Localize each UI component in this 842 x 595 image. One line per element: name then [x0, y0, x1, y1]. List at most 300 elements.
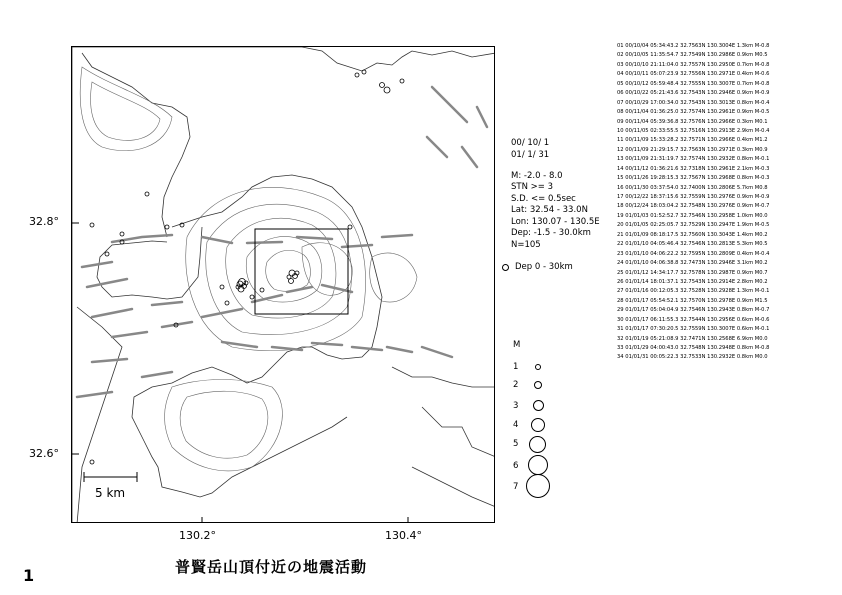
event-lat: 32.7571N — [680, 137, 706, 144]
event-depth: 1.9km — [736, 222, 754, 229]
event-no: 07 — [617, 99, 624, 106]
event-row — [617, 89, 769, 98]
event-depth: 2.8km — [736, 278, 754, 285]
event-no: 28 — [617, 297, 624, 304]
magnitude-legend-label: 2 — [513, 380, 519, 390]
event-date: 00/11/26 — [625, 175, 649, 182]
event-no: 02 — [617, 52, 624, 59]
event-depth: 0.6km — [736, 326, 754, 333]
event-time: 21:11:04.0 — [650, 61, 679, 68]
event-mag: M-0.5 — [754, 222, 770, 229]
event-no: 14 — [617, 165, 624, 172]
scale-bar-label: 5 km — [95, 486, 126, 500]
event-time: 11:35:54.7 — [650, 52, 679, 59]
epicenter — [225, 301, 229, 305]
magnitude-legend-circle — [528, 455, 548, 475]
event-mag: M-0.5 — [754, 109, 770, 116]
event-depth: 0.9km — [736, 297, 754, 304]
event-row — [617, 221, 769, 230]
event-date: 01/01/17 — [625, 307, 649, 314]
event-lon: 130.2971E — [707, 71, 736, 78]
event-row — [617, 259, 769, 268]
event-time: 01:36:21.6 — [650, 165, 679, 172]
event-time: 05:21:08.9 — [650, 335, 679, 342]
event-lon: 130.2961E — [707, 109, 736, 116]
event-lat: 32.7559N — [680, 194, 706, 200]
event-depth: 0.8km — [736, 99, 754, 106]
event-lon: 130.2976E — [707, 194, 736, 200]
event-depth: 5.7km — [736, 184, 754, 191]
event-lon: 130.2986E — [707, 52, 736, 59]
event-count: N=105 — [511, 240, 541, 250]
event-date: 00/11/30 — [625, 184, 649, 191]
event-date: 00/10/29 — [625, 99, 649, 106]
event-no: 19 — [617, 212, 624, 219]
epicenter — [348, 225, 352, 229]
event-lat: 32.7318N — [680, 165, 706, 172]
event-mag: M0.9 — [754, 146, 768, 153]
event-lon: 130.2961E — [707, 165, 736, 172]
event-lat: 32.7543N — [680, 90, 706, 97]
event-mag: M-0.9 — [754, 194, 770, 200]
event-time: 00:05:22.3 — [650, 354, 679, 361]
event-no: 15 — [617, 175, 624, 182]
event-lat: 32.7546N — [680, 212, 706, 219]
event-date: 00/11/04 — [625, 118, 649, 125]
event-row — [617, 193, 769, 202]
event-lon: 130.2958E — [707, 212, 736, 219]
event-date: 00/11/09 — [625, 146, 649, 153]
event-no: 32 — [617, 335, 624, 342]
event-depth: 0.3km — [736, 118, 754, 125]
event-time: 14:34:17.7 — [650, 269, 679, 276]
event-no: 21 — [617, 231, 624, 238]
scale-bar — [84, 472, 137, 482]
event-no: 31 — [617, 326, 624, 333]
event-row — [617, 70, 769, 79]
event-mag: M-0.6 — [754, 316, 770, 323]
event-date: 00/12/24 — [625, 203, 649, 210]
event-mag: M-0.8 — [754, 61, 770, 68]
event-no: 24 — [617, 260, 624, 267]
magnitude-legend-circle — [533, 400, 544, 411]
event-row — [617, 118, 769, 127]
event-lat: 32.7528N — [680, 288, 706, 295]
event-row — [617, 146, 769, 155]
event-lon: 130.2956E — [707, 316, 736, 323]
event-time: 01:52:52.7 — [650, 212, 679, 219]
epicenter — [165, 225, 169, 229]
event-lon: 130.2976E — [707, 203, 736, 210]
event-table — [617, 42, 769, 363]
event-date: 00/11/09 — [625, 156, 649, 163]
event-mag: M-0.1 — [754, 156, 770, 163]
event-time: 04:06:38.8 — [650, 260, 679, 267]
event-row — [617, 231, 769, 240]
event-row — [617, 278, 769, 287]
event-lat: 32.7563N — [680, 43, 706, 49]
event-no: 12 — [617, 146, 624, 153]
event-date: 01/01/17 — [625, 326, 649, 333]
event-time: 19:28:15.3 — [650, 175, 679, 182]
event-lon: 130.3013E — [707, 99, 736, 106]
event-lat: 32.7543N — [680, 99, 706, 106]
event-date: 00/10/05 — [625, 52, 649, 59]
event-no: 34 — [617, 354, 624, 361]
epicenters — [90, 70, 404, 464]
x-tick-label: 130.2° — [179, 529, 216, 542]
event-time: 05:39:36.8 — [650, 118, 679, 125]
event-lon: 130.2914E — [707, 278, 736, 285]
event-row — [617, 184, 769, 193]
event-depth: 0.4km — [736, 137, 754, 144]
date-start: 00/ 10/ 1 — [511, 138, 550, 148]
event-row — [617, 174, 769, 183]
lat-range: Lat: 32.54 - 33.0N — [511, 205, 588, 215]
event-lat: 32.7546N — [680, 307, 706, 314]
event-depth: 5.3km — [736, 241, 754, 248]
event-lat: 32.7549N — [680, 52, 706, 59]
map-canvas — [72, 47, 495, 523]
event-time: 05:21:43.6 — [650, 90, 679, 97]
event-no: 23 — [617, 250, 624, 257]
epicenter — [90, 223, 94, 227]
event-lat: 32.7574N — [680, 156, 706, 163]
event-date: 00/10/11 — [625, 71, 649, 78]
depth-legend: Dep 0 - 30km — [515, 262, 573, 272]
event-time: 05:07:23.9 — [650, 71, 679, 78]
event-lon: 130.2966E — [707, 137, 736, 144]
event-date: 01/01/31 — [625, 354, 649, 361]
event-lat: 32.7563N — [680, 146, 706, 153]
event-no: 22 — [617, 241, 624, 248]
event-row — [617, 306, 769, 315]
event-lat: 32.7471N — [680, 335, 706, 342]
event-mag: M0.1 — [754, 118, 768, 125]
event-lon: 130.2806E — [707, 184, 736, 191]
event-depth: 0.9km — [736, 194, 754, 200]
sd-limit: S.D. <= 0.5sec — [511, 194, 576, 204]
event-lat: 32.7560N — [680, 231, 706, 238]
event-time: 03:37:54.0 — [650, 184, 679, 191]
event-no: 18 — [617, 203, 624, 210]
event-no: 16 — [617, 184, 624, 191]
event-no: 25 — [617, 269, 624, 276]
event-time: 04:00:43.0 — [650, 345, 679, 351]
depth-legend-symbol — [502, 264, 509, 271]
event-lat: 32.7559N — [680, 326, 706, 333]
event-date: 01/01/29 — [625, 345, 649, 351]
event-lon: 130.2809E — [707, 250, 736, 257]
event-time: 04:06:22.2 — [650, 250, 679, 257]
event-no: 03 — [617, 61, 624, 68]
event-lat: 32.7574N — [680, 109, 706, 116]
event-lon: 130.2943E — [707, 307, 736, 314]
event-lon: 130.3004E — [707, 43, 736, 49]
event-date: 00/11/04 — [625, 109, 649, 116]
event-date: 01/01/16 — [625, 288, 649, 295]
event-depth: 3.1km — [736, 260, 754, 267]
epicenter — [355, 73, 359, 77]
event-mag: M0.7 — [754, 269, 768, 276]
event-mag: M1.2 — [754, 137, 768, 144]
event-row — [617, 297, 769, 306]
axis-ticks — [72, 223, 408, 523]
event-mag: M-0.9 — [754, 90, 770, 97]
event-lon: 130.2968E — [707, 175, 736, 182]
event-date: 00/11/05 — [625, 127, 649, 134]
event-no: 11 — [617, 137, 624, 144]
event-depth: 0.9km — [736, 109, 754, 116]
event-time: 00:12:05.3 — [650, 288, 679, 295]
epicenter-map — [71, 46, 495, 523]
event-mag: M0.0 — [754, 335, 768, 342]
event-time: 21:31:19.7 — [650, 156, 679, 163]
epicenter — [362, 70, 366, 74]
event-date: 01/01/17 — [625, 297, 649, 304]
event-depth: 0.7km — [736, 80, 754, 87]
magnitude-legend-circle — [534, 381, 542, 389]
event-date: 00/10/22 — [625, 90, 649, 97]
epicenter — [380, 83, 385, 88]
event-row — [617, 108, 769, 117]
event-row — [617, 165, 769, 174]
event-mag: M-0.3 — [754, 175, 770, 182]
event-time: 06:11:55.3 — [650, 316, 679, 323]
event-lon: 130.2971E — [707, 146, 736, 153]
event-time: 15:33:28.2 — [650, 137, 679, 144]
event-depth: 2.1km — [736, 165, 754, 172]
event-time: 05:04:04.9 — [650, 307, 679, 314]
event-lon: 130.2946E — [707, 90, 736, 97]
event-depth: 1.4km — [736, 231, 754, 238]
event-date: 01/01/14 — [625, 278, 649, 285]
event-mag: M-0.8 — [754, 43, 770, 49]
epicenter — [220, 285, 224, 289]
event-time: 05:34:43.2 — [650, 43, 679, 49]
event-no: 06 — [617, 90, 624, 97]
event-no: 27 — [617, 288, 624, 295]
event-time: 18:37:15.6 — [650, 194, 679, 200]
event-row — [617, 51, 769, 60]
event-no: 08 — [617, 109, 624, 116]
event-lon: 130.2913E — [707, 127, 736, 134]
event-time: 18:03:04.2 — [650, 203, 679, 210]
event-lat: 32.7556N — [680, 71, 706, 78]
magnitude-legend-circle — [535, 364, 541, 370]
event-mag: M-0.3 — [754, 165, 770, 172]
event-row — [617, 344, 769, 353]
epicenter — [145, 192, 149, 196]
event-date: 00/12/22 — [625, 194, 649, 200]
event-no: 10 — [617, 127, 624, 134]
event-depth: 0.8km — [736, 175, 754, 182]
event-time: 05:54:52.1 — [650, 297, 679, 304]
epicenter — [260, 288, 264, 292]
event-mag: M-0.8 — [754, 345, 770, 351]
event-row — [617, 250, 769, 259]
epicenter — [384, 87, 390, 93]
event-mag: M1.5 — [754, 297, 768, 304]
event-no: 04 — [617, 71, 624, 78]
epicenter — [120, 232, 124, 236]
event-lat: 32.7576N — [680, 118, 706, 125]
event-date: 01/01/03 — [625, 212, 649, 219]
event-mag: M0.0 — [754, 354, 768, 361]
event-depth: 0.9km — [736, 203, 754, 210]
event-depth: 0.4km — [736, 71, 754, 78]
event-row — [617, 127, 769, 136]
event-row — [617, 316, 769, 325]
depth-range: Dep: -1.5 - 30.0km — [511, 228, 591, 238]
event-depth: 0.9km — [736, 90, 754, 97]
magnitude-range: M: -2.0 - 8.0 — [511, 171, 563, 181]
event-row — [617, 353, 769, 362]
event-depth: 0.8km — [736, 345, 754, 351]
event-no: 29 — [617, 307, 624, 314]
event-lat: 32.7595N — [680, 250, 706, 257]
event-no: 05 — [617, 80, 624, 87]
event-time: 07:30:20.5 — [650, 326, 679, 333]
event-date: 01/01/10 — [625, 241, 649, 248]
event-time: 08:18:17.5 — [650, 231, 679, 238]
x-tick-label: 130.4° — [385, 529, 422, 542]
event-mag: M-0.4 — [754, 99, 770, 106]
event-date: 01/01/09 — [625, 231, 649, 238]
event-lon: 130.2932E — [707, 354, 736, 361]
event-time: 02:25:05.7 — [650, 222, 679, 229]
event-depth: 0.7km — [736, 61, 754, 68]
event-lon: 130.2946E — [707, 260, 736, 267]
event-mag: M0.8 — [754, 184, 768, 191]
event-depth: 0.8km — [736, 156, 754, 163]
event-lon: 130.2813E — [707, 241, 736, 248]
event-time: 01:36:25.0 — [650, 109, 679, 116]
event-lon: 130.2987E — [707, 269, 736, 276]
event-mag: M0.2 — [754, 231, 768, 238]
event-mag: M0.5 — [754, 241, 768, 248]
event-no: 17 — [617, 194, 624, 200]
event-lat: 32.7555N — [680, 80, 706, 87]
event-row — [617, 61, 769, 70]
event-mag: M0.5 — [754, 52, 768, 59]
event-lat: 32.7543N — [680, 278, 706, 285]
event-lon: 130.2928E — [707, 288, 736, 295]
event-mag: M-0.1 — [754, 326, 770, 333]
event-row — [617, 136, 769, 145]
event-lon: 130.2932E — [707, 156, 736, 163]
event-lat: 32.7544N — [680, 316, 706, 323]
event-time: 05:59:48.4 — [650, 80, 679, 87]
event-depth: 2.9km — [736, 127, 754, 134]
event-date: 01/01/17 — [625, 316, 649, 323]
event-lat: 32.7473N — [680, 260, 706, 267]
event-row — [617, 269, 769, 278]
event-lon: 130.2978E — [707, 297, 736, 304]
event-depth: 0.9km — [736, 52, 754, 59]
event-date: 00/11/12 — [625, 165, 649, 172]
magnitude-legend-circle — [529, 436, 546, 453]
y-tick-label: 32.6° — [29, 447, 59, 460]
event-mag: M-0.8 — [754, 80, 770, 87]
event-mag: M0.0 — [754, 212, 768, 219]
event-mag: M-0.4 — [754, 250, 770, 257]
event-lon: 130.3007E — [707, 80, 736, 87]
map-title: 普賢岳山頂付近の地震活動 — [175, 558, 368, 576]
event-date: 00/10/04 — [625, 43, 649, 49]
event-date: 01/01/12 — [625, 269, 649, 276]
station-count: STN >= 3 — [511, 182, 554, 192]
event-lat: 32.7557N — [680, 61, 706, 68]
event-lat: 32.7578N — [680, 269, 706, 276]
event-row — [617, 202, 769, 211]
epicenter — [105, 252, 109, 256]
event-time: 17:00:34.0 — [650, 99, 679, 106]
date-end: 01/ 1/ 31 — [511, 150, 550, 160]
event-time: 21:29:15.7 — [650, 146, 679, 153]
coastline — [72, 47, 495, 523]
event-row — [617, 42, 769, 51]
event-depth: 1.3km — [736, 288, 754, 295]
event-time: 04:05:46.4 — [650, 241, 679, 248]
event-mag: M-0.1 — [754, 288, 770, 295]
event-row — [617, 80, 769, 89]
event-depth: 0.8km — [736, 307, 754, 314]
event-date: 01/01/05 — [625, 222, 649, 229]
epicenter — [250, 295, 254, 299]
event-mag: M0.2 — [754, 278, 768, 285]
event-mag: M-0.4 — [754, 127, 770, 134]
event-mag: M-0.7 — [754, 203, 770, 210]
event-date: 01/01/10 — [625, 260, 649, 267]
event-row — [617, 240, 769, 249]
event-lon: 130.2966E — [707, 118, 736, 125]
event-depth: 0.3km — [736, 146, 754, 153]
event-lon: 130.2568E — [707, 335, 736, 342]
magnitude-legend-circle — [531, 418, 545, 432]
event-date: 01/01/10 — [625, 250, 649, 257]
event-lat: 32.7533N — [680, 354, 706, 361]
magnitude-legend-label: 4 — [513, 420, 519, 430]
epicenter — [400, 79, 404, 83]
magnitude-legend-label: 6 — [513, 461, 519, 471]
event-lon: 130.2950E — [707, 61, 736, 68]
event-depth: 0.4km — [736, 250, 754, 257]
magnitude-legend-title: M — [513, 340, 521, 350]
event-lon: 130.3007E — [707, 326, 736, 333]
event-row — [617, 325, 769, 334]
magnitude-legend-circle — [526, 474, 550, 498]
event-lon: 130.3043E — [707, 231, 736, 238]
y-tick-label: 32.8° — [29, 215, 59, 228]
event-mag: M0.2 — [754, 260, 768, 267]
event-row — [617, 155, 769, 164]
magnitude-legend-label: 5 — [513, 439, 519, 449]
event-lat: 32.7570N — [680, 297, 706, 304]
event-lat: 32.7400N — [680, 184, 706, 191]
event-no: 30 — [617, 316, 624, 323]
event-lat: 32.7516N — [680, 127, 706, 134]
event-no: 13 — [617, 156, 624, 163]
event-depth: 1.0km — [736, 212, 754, 219]
event-no: 26 — [617, 278, 624, 285]
event-lat: 32.7529N — [680, 222, 706, 229]
event-lat: 32.7548N — [680, 203, 706, 210]
event-depth: 1.3km — [736, 43, 754, 49]
event-mag: M-0.6 — [754, 71, 770, 78]
epicenter — [289, 279, 294, 284]
event-date: 01/01/19 — [625, 335, 649, 342]
